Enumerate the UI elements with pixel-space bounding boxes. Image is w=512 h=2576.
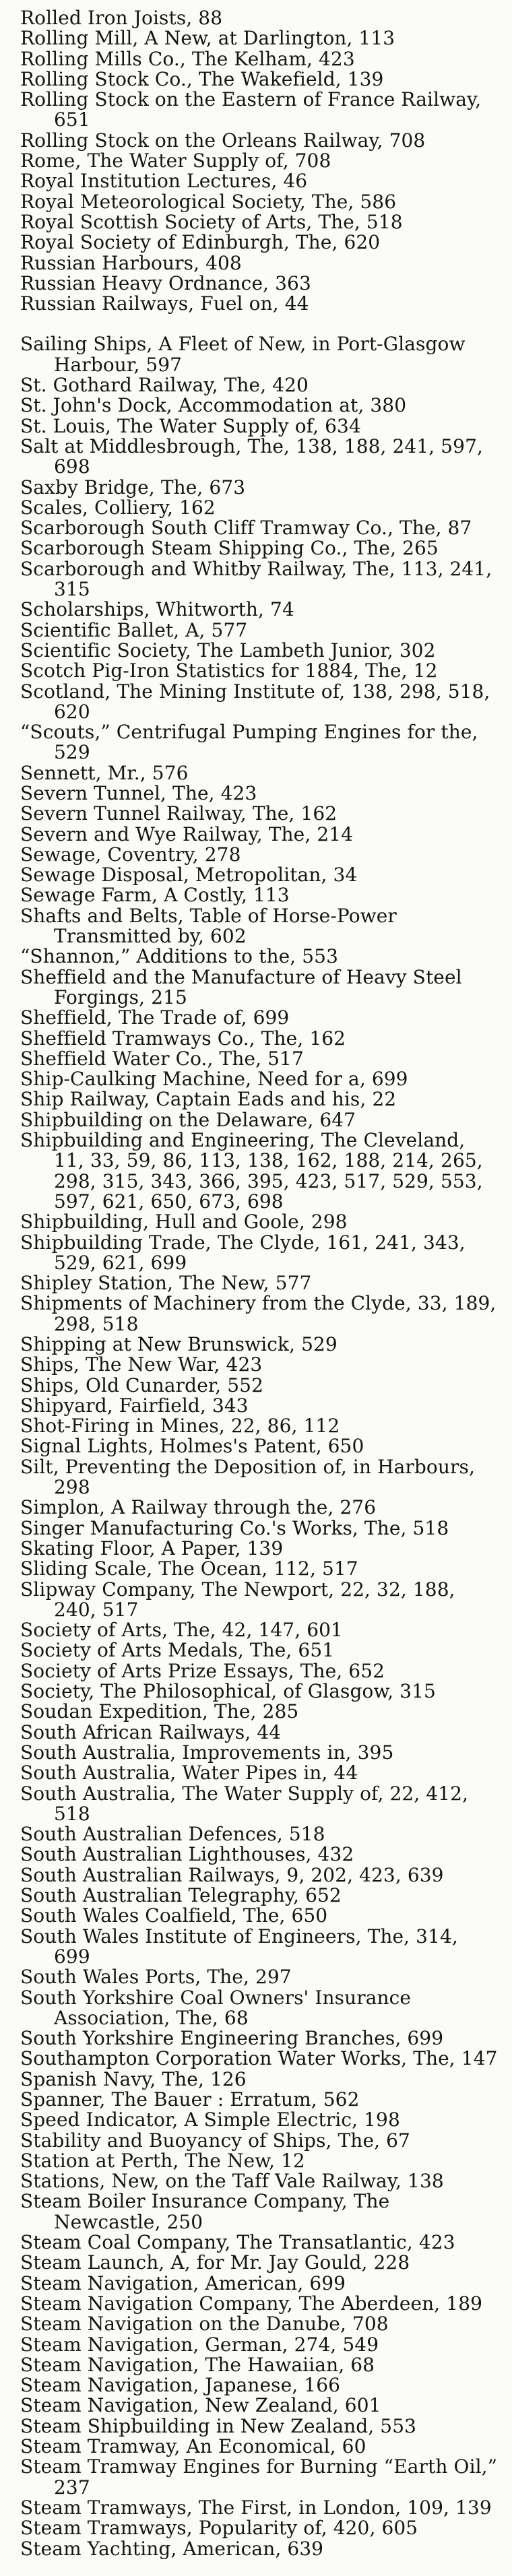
index-entry: South Yorkshire Engineering Branches, 699 xyxy=(20,2027,444,2050)
index-entry: Ship Railway, Captain Eads and his, 22 xyxy=(20,1088,397,1111)
index-entry: Ships, Old Cunarder, 552 xyxy=(20,1374,264,1396)
index-entry: Severn and Wye Railway, The, 214 xyxy=(20,823,354,845)
index-entry: South Australian Lighthouses, 432 xyxy=(20,1843,354,1866)
index-entry: Stations, New, on the Taff Vale Railway, 138 xyxy=(20,2170,444,2193)
index-entry: Society of Arts Medals, The, 651 xyxy=(20,1639,335,1662)
index-entry: Signal Lights, Holmes's Patent, 650 xyxy=(20,1435,364,1458)
index-entry: Society of Arts Prize Essays, The, 652 xyxy=(20,1659,385,1682)
index-entry: Steam Coal Company, The Transatlantic, 423 xyxy=(20,2231,455,2254)
index-entry: South Australian Railways, 9, 202, 423, 639 xyxy=(20,1863,444,1886)
index-entry: Steam Navigation, New Zealand, 601 xyxy=(20,2394,381,2417)
index-entry: South African Railways, 44 xyxy=(20,1720,282,1743)
index-entry: Royal Institution Lectures, 46 xyxy=(20,170,308,193)
index-entry: South Australian Defences, 518 xyxy=(20,1823,325,1846)
index-entry: Sliding Scale, The Ocean, 112, 517 xyxy=(20,1557,358,1580)
index-entry: South Australia, Improvements in, 395 xyxy=(20,1741,394,1764)
index-entry: Steam Navigation, The Hawaiian, 68 xyxy=(20,2353,375,2376)
index-entry: Scarborough South Cliff Tramway Co., The, 87 xyxy=(20,517,472,540)
index-entry: Scientific Society, The Lambeth Junior, 302 xyxy=(20,639,436,662)
index-entry: Simplon, A Railway through the, 276 xyxy=(20,1496,377,1519)
index-entry: Rolled Iron Joists, 88 xyxy=(20,7,223,29)
index-entry: Russian Harbours, 408 xyxy=(20,251,242,274)
index-entry: Society, The Philosophical, of Glasgow, 315 xyxy=(20,1680,436,1703)
index-entry: St. John's Dock, Accommodation at, 380 xyxy=(20,394,407,417)
index-entry: Steam Tramways, Popularity of, 420, 605 xyxy=(20,2517,418,2540)
index-entry: Steam Yachting, American, 639 xyxy=(20,2537,324,2560)
index-entry: Scotland, The Mining Institute of, 138, 298, 518, 620 xyxy=(20,680,490,723)
index-entry: Skating Floor, A Paper, 139 xyxy=(20,1537,284,1559)
index-entry: South Australia, Water Pipes in, 44 xyxy=(20,1762,358,1784)
index-entry: Severn Tunnel, The, 423 xyxy=(20,781,257,804)
index-entry: Shipments of Machinery from the Clyde, 33, 189, 298, 518 xyxy=(20,1292,497,1335)
index-entry: Royal Society of Edinburgh, The, 620 xyxy=(20,231,381,254)
index-entry: Steam Navigation, Japanese, 166 xyxy=(20,2374,341,2397)
index-entry: Shipbuilding and Engineering, The Cleveland, 11, 33, 59, 86, 113, 138, 162, 188, 214, 265, 298, 315, 343, 366, 395, 423, 517, 529, 553, 597, 621, 650, 673, 698 xyxy=(20,1129,483,1213)
index-entry: Shot-Firing in Mines, 22, 86, 112 xyxy=(20,1415,340,1438)
index-entry: Shipbuilding on the Delaware, 647 xyxy=(20,1108,356,1131)
index-entry: Steam Boiler Insurance Company, The Newcastle, 250 xyxy=(20,2190,390,2233)
index-entry: Russian Railways, Fuel on, 44 xyxy=(20,292,309,315)
index-entry: South Wales Coalfield, The, 650 xyxy=(20,1904,328,1927)
index-entry: Severn Tunnel Railway, The, 162 xyxy=(20,802,338,825)
index-entry: South Australian Telegraphy, 652 xyxy=(20,1884,342,1907)
index-entry: Southampton Corporation Water Works, The, 147 xyxy=(20,2047,498,2070)
index-entry: Steam Tramway, An Economical, 60 xyxy=(20,2435,366,2458)
index-entry: Saxby Bridge, The, 673 xyxy=(20,476,246,498)
index-entry: Steam Navigation, American, 699 xyxy=(20,2272,346,2294)
index-entry: Shipbuilding Trade, The Clyde, 161, 241, 343, 529, 621, 699 xyxy=(20,1231,466,1274)
index-entry: Sewage Disposal, Metropolitan, 34 xyxy=(20,864,358,887)
index-entry: Rolling Mill, A New, at Darlington, 113 xyxy=(20,27,395,50)
index-entry: Steam Tramways, The First, in London, 109, 139 xyxy=(20,2496,492,2519)
index-entry: Rolling Stock on the Orleans Railway, 708 xyxy=(20,129,426,152)
index-entry: Scientific Ballet, A, 577 xyxy=(20,618,248,641)
index-entry: Royal Scottish Society of Arts, The, 518 xyxy=(20,210,403,233)
index-entry: Soudan Expedition, The, 285 xyxy=(20,1700,299,1723)
index-group-r xyxy=(20,8,499,314)
index-entry: Steam Navigation, German, 274, 549 xyxy=(20,2333,379,2356)
index-entry: St. Gothard Railway, The, 420 xyxy=(20,374,309,397)
index-entry: Stability and Buoyancy of Ships, The, 67 xyxy=(20,2129,410,2152)
index-entry: South Wales Institute of Engineers, The, 314, 699 xyxy=(20,1925,458,1968)
index-entry: Rome, The Water Supply of, 708 xyxy=(20,150,331,172)
index-entry: Sheffield and the Manufacture of Heavy Steel Forgings, 215 xyxy=(20,965,462,1008)
index-entry: South Wales Ports, The, 297 xyxy=(20,1966,292,1989)
index-entry: Sheffield, The Trade of, 699 xyxy=(20,1006,290,1029)
index-entry: Sennett, Mr., 576 xyxy=(20,761,189,784)
index-entry: Slipway Company, The Newport, 22, 32, 188, 240, 517 xyxy=(20,1578,455,1621)
index-entry: Shipley Station, The New, 577 xyxy=(20,1272,312,1295)
index-entry: Salt at Middlesbrough, The, 138, 188, 241, 597, 698 xyxy=(20,434,484,478)
index-entry: Rolling Stock Co., The Wakefield, 139 xyxy=(20,67,384,90)
index-entry: Spanner, The Bauer : Erratum, 562 xyxy=(20,2088,360,2111)
index-entry: Scales, Colliery, 162 xyxy=(20,496,216,519)
index-entry: Speed Indicator, A Simple Electric, 198 xyxy=(20,2108,400,2131)
index-entry: Sewage, Coventry, 278 xyxy=(20,843,241,866)
index-entry: Steam Navigation Company, The Aberdeen, 189 xyxy=(20,2292,483,2315)
index-entry: Scarborough Steam Shipping Co., The, 265 xyxy=(20,537,439,560)
index-entry: Scholarships, Whitworth, 74 xyxy=(20,598,294,621)
index-entry: Rolling Stock on the Eastern of France Railway, 651 xyxy=(20,88,482,131)
index-entry: Rolling Mills Co., The Kelham, 423 xyxy=(20,47,355,70)
index-entry: Silt, Preventing the Deposition of, in Harbours, 298 xyxy=(20,1455,475,1499)
index-entry: Ships, The New War, 423 xyxy=(20,1353,263,1376)
index-entry: South Yorkshire Coal Owners' Insurance Association, The, 68 xyxy=(20,1986,412,2029)
index-entry: Spanish Navy, The, 126 xyxy=(20,2067,247,2090)
index-entry: Shipyard, Fairfield, 343 xyxy=(20,1394,249,1417)
index-entry: “Shannon,” Additions to the, 553 xyxy=(20,945,338,968)
index-entry: Sailing Ships, A Fleet of New, in Port-Glasgow Harbour, 597 xyxy=(20,333,466,376)
index-entry: Russian Heavy Ordnance, 363 xyxy=(20,271,311,294)
index-entry: Society of Arts, The, 42, 147, 601 xyxy=(20,1619,343,1642)
group-separator xyxy=(20,314,499,334)
index-entry: “Scouts,” Centrifugal Pumping Engines for the, 529 xyxy=(20,721,478,764)
index-entry: Sheffield Water Co., The, 517 xyxy=(20,1047,304,1070)
index-entry: Shipbuilding, Hull and Goole, 298 xyxy=(20,1211,348,1233)
index-entry: Steam Navigation on the Danube, 708 xyxy=(20,2313,389,2336)
index-entry: Sheffield Tramways Co., The, 162 xyxy=(20,1027,346,1050)
index-entry: Scotch Pig-Iron Statistics for 1884, The, 12 xyxy=(20,659,438,682)
index-entry: Sewage Farm, A Costly, 113 xyxy=(20,884,290,907)
index-entry: Shipping at New Brunswick, 529 xyxy=(20,1333,338,1355)
index-entry: Ship-Caulking Machine, Need for a, 699 xyxy=(20,1068,408,1091)
index-entry: St. Louis, The Water Supply of, 634 xyxy=(20,414,361,437)
index-entry: South Australia, The Water Supply of, 22, 412, 518 xyxy=(20,1782,469,1825)
index-entry: Royal Meteorological Society, The, 586 xyxy=(20,190,397,213)
index-entry: Shafts and Belts, Table of Horse-Power Transmitted by, 602 xyxy=(20,904,397,948)
index-group-s xyxy=(20,334,499,2558)
index-entry: Singer Manufacturing Co.'s Works, The, 518 xyxy=(20,1516,449,1539)
index-entry: Steam Tramway Engines for Burning “Earth Oil,” 237 xyxy=(20,2455,498,2499)
index-entry: Station at Perth, The New, 12 xyxy=(20,2149,305,2172)
index-entry: Steam Shipbuilding in New Zealand, 553 xyxy=(20,2414,417,2437)
index-entry: Steam Launch, A, for Mr. Jay Gould, 228 xyxy=(20,2251,410,2274)
index-entry: Scarborough and Whitby Railway, The, 113, 241, 315 xyxy=(20,557,492,601)
